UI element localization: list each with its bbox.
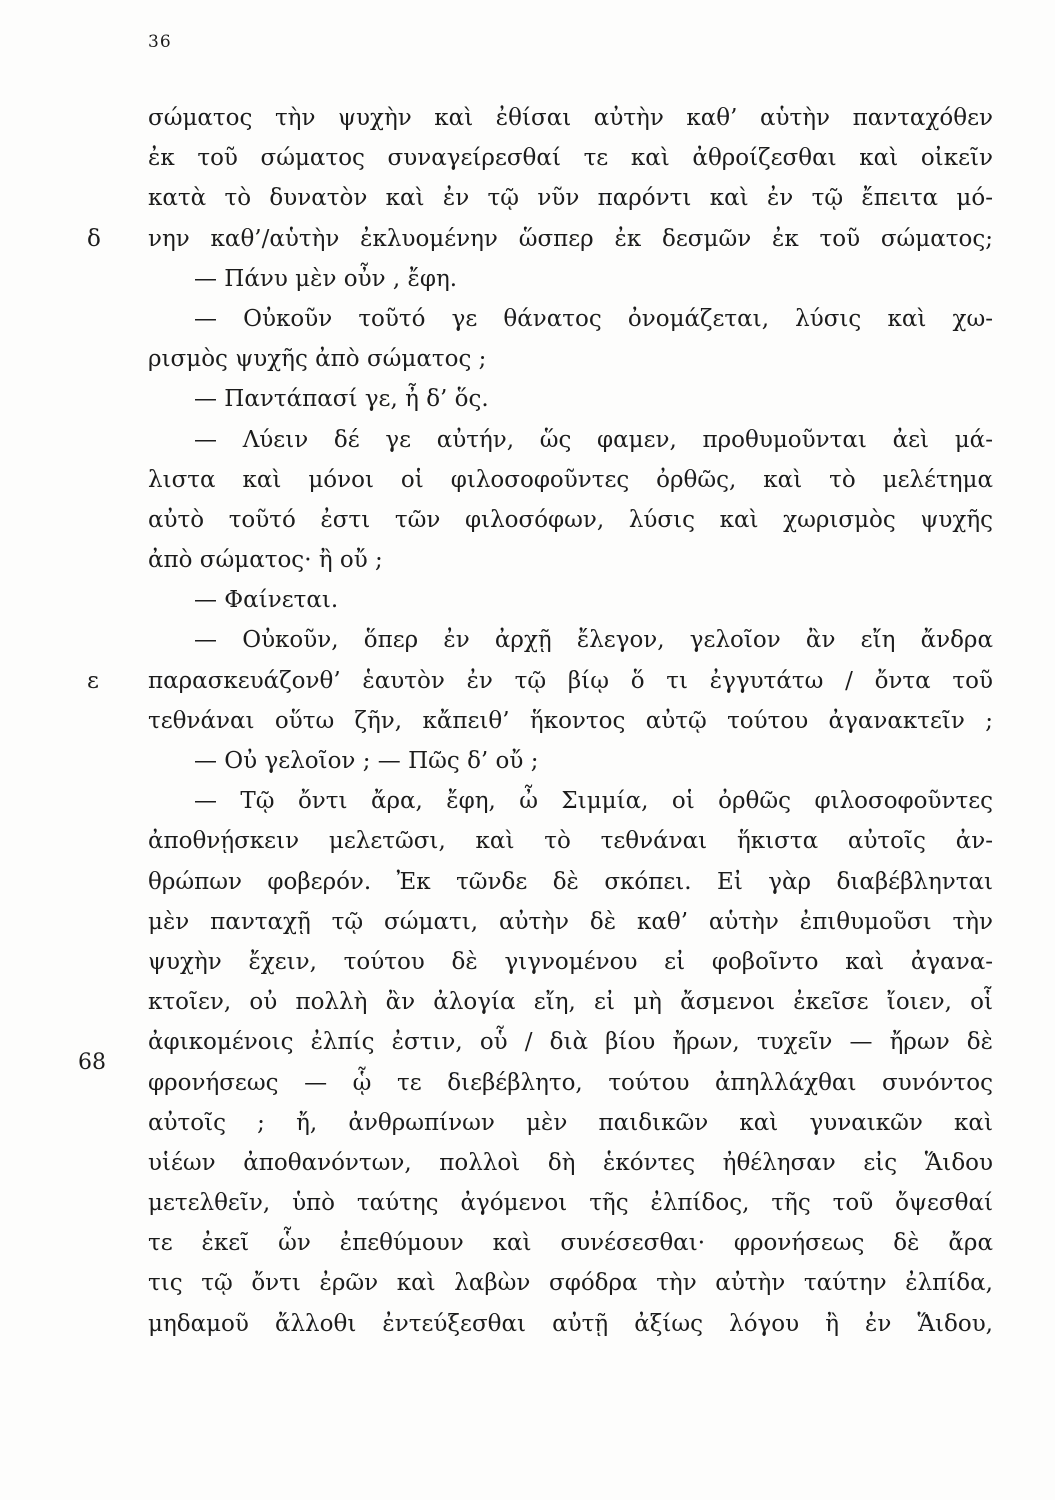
text-line: — Παντάπασί γε, ἦ δ’ ὅς. xyxy=(194,386,489,413)
text-line: τε ἐκεῖ ὧν ἐπεθύμουν καὶ συνέσεσθαι· φρονήσεως δὲ ἄρα xyxy=(148,1230,993,1257)
text-line: — Οὐκοῦν, ὅπερ ἐν ἀρχῇ ἔλεγον, γελοῖον ἂν εἴη ἄνδρα xyxy=(194,627,993,654)
text-line: κατὰ τὸ δυνατὸν καὶ ἐν τῷ νῦν παρόντι καὶ ἐν τῷ ἔπειτα μό- xyxy=(148,185,993,212)
text-line: ρισμὸς ψυχῆς ἀπὸ σώματος ; xyxy=(148,346,487,373)
text-line: ἀφικομένοις ἐλπίς ἐστιν, οὗ / διὰ βίου ἤρων, τυχεῖν — ἤρων δὲ xyxy=(148,1029,993,1056)
text-line: φρονήσεως — ᾧ τε διεβέβλητο, τούτου ἀπηλλάχθαι συνόντος xyxy=(148,1069,993,1096)
text-line: — Φαίνεται. xyxy=(194,587,339,614)
page-number: 36 xyxy=(148,32,172,52)
text-line: λιστα καὶ μόνοι οἱ φιλοσοφοῦντες ὀρθῶς, καὶ τὸ μελέτημα xyxy=(148,466,993,493)
text-line: αὐτὸ τοῦτό ἐστι τῶν φιλοσόφων, λύσις καὶ χωρισμὸς ψυχῆς xyxy=(148,506,993,533)
text-line: κτοῖεν, οὐ πολλὴ ἂν ἀλογία εἴη, εἰ μὴ ἄσμενοι ἐκεῖσε ἴοιεν, οἷ xyxy=(148,989,993,1016)
text-line: μηδαμοῦ ἄλλοθι ἐντεύξεσθαι αὐτῇ ἀξίως λόγου ἢ ἐν Ἅιδου, xyxy=(148,1310,993,1337)
text-line: μετελθεῖν, ὑπὸ ταύτης ἀγόμενοι τῆς ἐλπίδος, τῆς τοῦ ὄψεσθαί xyxy=(148,1190,993,1217)
text-line: τεθνάναι οὕτω ζῆν, κἄπειθ’ ἥκοντος αὐτῷ τούτου ἀγανακτεῖν ; xyxy=(148,707,993,734)
text-line: — Λύειν δέ γε αὐτήν, ὥς φαμεν, προθυμοῦνται ἀεὶ μά- xyxy=(194,426,993,453)
text-line: ψυχὴν ἔχειν, τούτου δὲ γιγνομένου εἰ φοβοῖντο καὶ ἀγανα- xyxy=(148,948,993,975)
text-line: νην καθ’/αὑτὴν ἐκλυομένην ὥσπερ ἐκ δεσμῶν ἐκ τοῦ σώματος; xyxy=(148,225,993,252)
text-line: — Οὐ γελοῖον ; — Πῶς δ’ οὔ ; xyxy=(194,748,539,774)
text-line: ἐκ τοῦ σώματος συναγείρεσθαί τε καὶ ἀθροίζεσθαι καὶ οἰκεῖν xyxy=(148,145,993,172)
margin-marker-delta: δ xyxy=(87,226,101,252)
greek-text-block xyxy=(148,98,993,1344)
text-line: — Τῷ ὄντι ἄρα, ἔφη, ὦ Σιμμία, οἱ ὀρθῶς φιλοσοφοῦντες xyxy=(194,788,993,815)
text-line: σώματος τὴν ψυχὴν καὶ ἐθίσαι αὐτὴν καθ’ αὑτὴν πανταχόθεν xyxy=(148,105,993,131)
text-line: ἀποθνῄσκειν μελετῶσι, καὶ τὸ τεθνάναι ἥκιστα αὐτοῖς ἀν- xyxy=(148,828,993,855)
margin-marker-epsilon: ε xyxy=(87,668,99,694)
text-line: — Πάνυ μὲν οὖν , ἔφη. xyxy=(194,265,458,292)
text-line: υἱέων ἀποθανόντων, πολλοὶ δὴ ἑκόντες ἠθέλησαν εἰς Ἅιδου xyxy=(148,1149,993,1176)
text-line: θρώπων φοβερόν. Ἐκ τῶνδε δὲ σκόπει. Εἰ γὰρ διαβέβληνται xyxy=(148,868,993,895)
text-line: ἀπὸ σώματος· ἢ οὔ ; xyxy=(148,547,383,574)
text-line: μὲν πανταχῇ τῷ σώματι, αὐτὴν δὲ καθ’ αὑτὴν ἐπιθυμοῦσι τὴν xyxy=(148,908,993,935)
text-line: αὐτοῖς ; ἤ, ἀνθρωπίνων μὲν παιδικῶν καὶ γυναικῶν καὶ xyxy=(148,1109,993,1136)
text-line: τις τῷ ὄντι ἐρῶν καὶ λαβὼν σφόδρα τὴν αὐτὴν ταύτην ἐλπίδα, xyxy=(148,1270,993,1297)
text-line: — Οὐκοῦν τοῦτό γε θάνατος ὀνομάζεται, λύσις καὶ χω- xyxy=(194,305,993,332)
margin-marker-stephanus-68: 68 xyxy=(78,1050,106,1075)
text-line: παρασκευάζονθ’ ἑαυτὸν ἐν τῷ βίῳ ὅ τι ἐγγυτάτω / ὄντα τοῦ xyxy=(148,667,993,694)
